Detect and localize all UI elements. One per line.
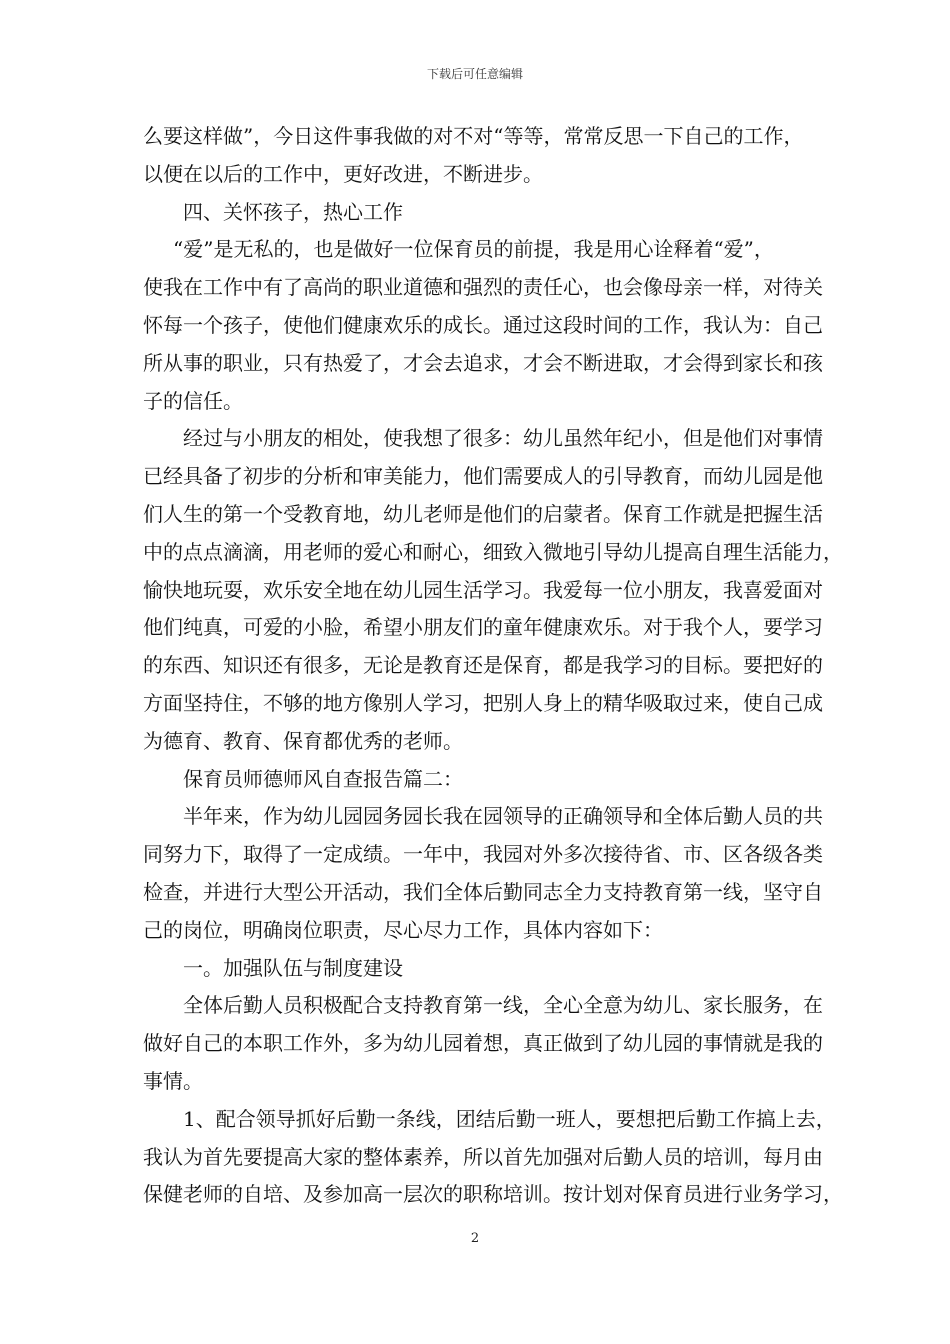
section-heading: 一。加强队伍与制度建设 [183, 955, 403, 980]
section-heading: 四、关怀孩子，热心工作 [183, 199, 403, 224]
body-line: 保健老师的自培、及参加高一层次的职称培训。按计划对保育员进行业务学习， [143, 1182, 843, 1207]
paragraph-start: “爱”是无私的，也是做好一位保育员的前提，我是用心诠释着“爱”， [173, 237, 774, 262]
body-line: 我认为首先要提高大家的整体素养，所以首先加强对后勤人员的培训，每月由 [143, 1144, 823, 1169]
body-line: 以便在以后的工作中，更好改进，不断进步。 [143, 161, 543, 186]
body-line: 已经具备了初步的分析和审美能力，他们需要成人的引导教育，而幼儿园是他 [143, 464, 823, 489]
paragraph-start: 全体后勤人员积极配合支持教育第一线，全心全意为幼儿、家长服务，在 [183, 993, 823, 1018]
body-line: 的东西、知识还有很多，无论是教育还是保育，都是我学习的目标。要把好的 [143, 653, 823, 678]
body-line: 他们纯真，可爱的小脸，希望小朋友们的童年健康欢乐。对于我个人，要学习 [143, 615, 823, 640]
body-line: 么要这样做”，今日这件事我做的对不对“等等，常常反思一下自己的工作， [143, 124, 804, 148]
paragraph-start: 经过与小朋友的相处，使我想了很多：幼儿虽然年纪小，但是他们对事情 [183, 426, 823, 451]
document-body [143, 118, 843, 1214]
body-line: 己的岗位，明确岗位职责，尽心尽力工作，具体内容如下： [143, 917, 663, 942]
body-line: 事情。 [143, 1068, 203, 1093]
body-line: 愉快地玩耍，欢乐安全地在幼儿园生活学习。我爱每一位小朋友，我喜爱面对 [143, 577, 823, 602]
body-line: 做好自己的本职工作外，多为幼儿园着想，真正做到了幼儿园的事情就是我的 [143, 1031, 823, 1056]
page-number: 2 [470, 1231, 480, 1246]
paragraph-start: 1、配合领导抓好后勤一条线，团结后勤一班人，要想把后勤工作搞上去， [183, 1106, 836, 1131]
body-line: 方面坚持住，不够的地方像别人学习，把别人身上的精华吸取过来，使自己成 [143, 690, 823, 715]
section-heading: 保育员师德师风自查报告篇二： [183, 766, 463, 791]
body-line: 怀每一个孩子，使他们健康欢乐的成长。通过这段时间的工作，我认为：自己 [143, 312, 823, 337]
body-line: 子的信任。 [143, 388, 243, 413]
body-line: 同努力下，取得了一定成绩。一年中，我园对外多次接待省、市、区各级各类 [143, 842, 823, 867]
body-line: 检查，并进行大型公开活动，我们全体后勤同志全力支持教育第一线，坚守自 [143, 879, 823, 904]
body-line: 使我在工作中有了高尚的职业道德和强烈的责任心，也会像母亲一样，对待关 [143, 275, 823, 300]
page-header: 下载后可任意编辑 [426, 67, 523, 81]
body-line: 们人生的第一个受教育地，幼儿老师是他们的启蒙者。保育工作就是把握生活 [143, 501, 823, 526]
body-line: 中的点点滴滴，用老师的爱心和耐心，细致入微地引导幼儿提高自理生活能力， [143, 539, 843, 564]
body-line: 所从事的职业，只有热爱了，才会去追求，才会不断进取，才会得到家长和孩 [143, 350, 823, 375]
body-line: 为德育、教育、保育都优秀的老师。 [143, 728, 463, 753]
paragraph-start: 半年来，作为幼儿园园务园长我在园领导的正确领导和全体后勤人员的共 [183, 804, 823, 829]
